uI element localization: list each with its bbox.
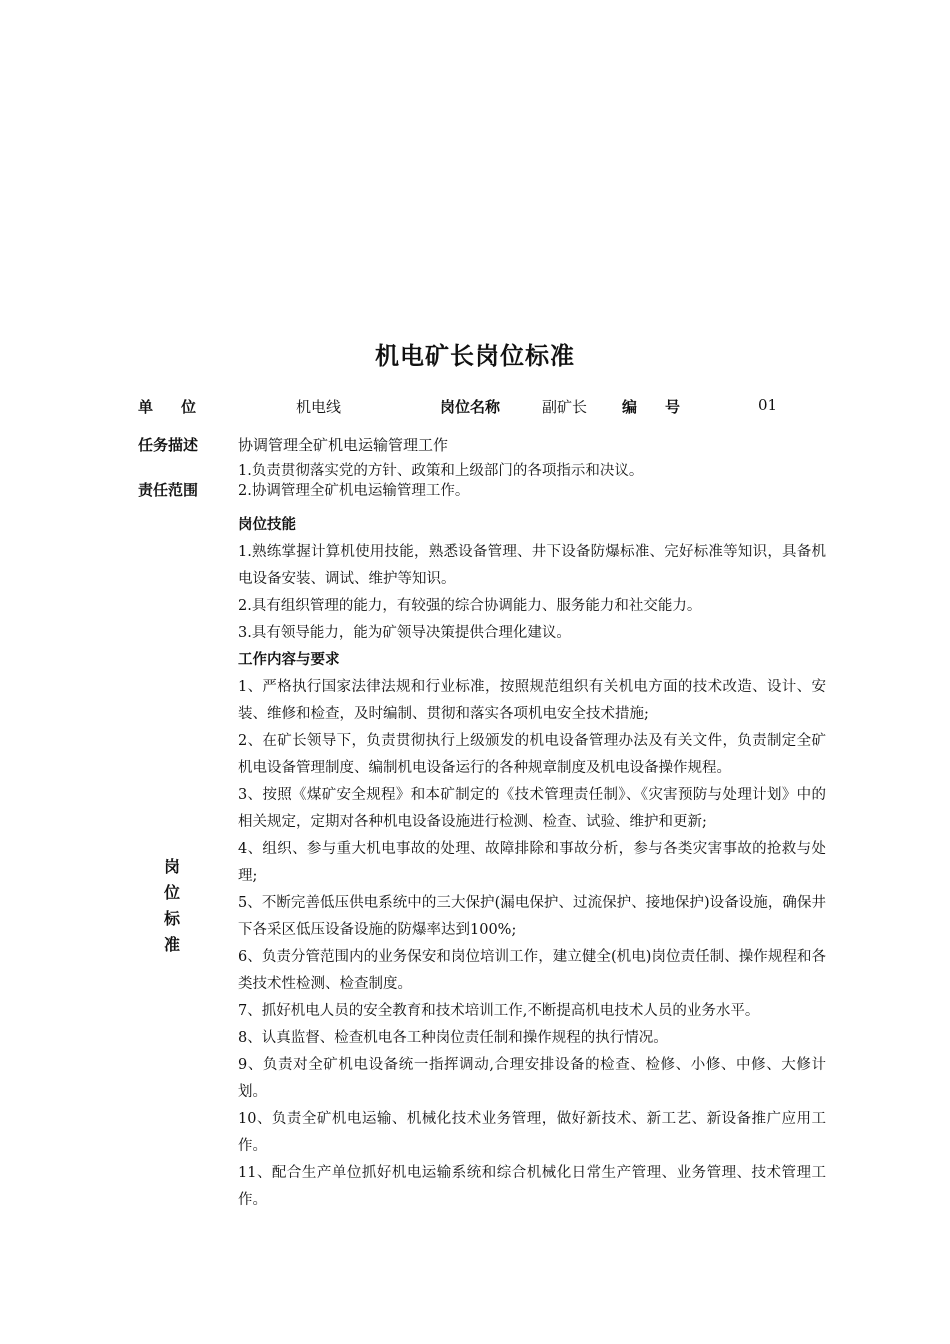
post-standard-label-char: 标 (163, 909, 180, 928)
work-item: 1、严格执行国家法律法规和行业标准，按照规范组织有关机电方面的技术改造、设计、安装、维修和检查，及时编制、贯彻和落实各项机电安全技术措施; (238, 679, 826, 722)
work-item: 5、不断完善低压供电系统中的三大保护(漏电保护、过流保护、接地保护)设备设施，确保井下各采区低压设备设施的防爆率达到100%; (238, 895, 826, 938)
page-title: 机电矿长岗位标准 (375, 342, 575, 370)
work-heading: 工作内容与要求 (238, 652, 340, 668)
skill-item: 1.熟练掌握计算机使用技能，熟悉设备管理、井下设备防爆标准、完好标准等知识，具备机电设备安装、调试、维护等知识。 (238, 544, 826, 587)
post-standard-label (162, 854, 182, 958)
work-item: 10、负责全矿机电运输、机械化技术业务管理，做好新技术、新工艺、新设备推广应用工作。 (238, 1111, 826, 1154)
responsibility-list (238, 461, 643, 501)
number-label: 编号 (622, 398, 709, 416)
post-name-value: 副矿长 (542, 398, 588, 416)
task-value: 协调管理全矿机电运输管理工作 (238, 436, 449, 454)
responsibility-item: 1.负责贯彻落实党的方针、政策和上级部门的各项指示和决议。 (238, 463, 644, 479)
work-item: 11、配合生产单位抓好机电运输系统和综合机械化日常生产管理、业务管理、技术管理工作。 (238, 1165, 826, 1208)
unit-label: 单位 (138, 398, 225, 416)
skill-item: 2.具有组织管理的能力，有较强的综合协调能力、服务能力和社交能力。 (238, 598, 702, 614)
post-name-label: 岗位名称 (440, 398, 501, 416)
work-item: 3、按照《煤矿安全规程》和本矿制定的《技术管理责任制》、《灾害预防与处理计划》中的相关规定，定期对各种机电设备设施进行检测、检查、试验、维护和更新; (238, 787, 826, 830)
skills-heading: 岗位技能 (238, 517, 296, 533)
post-standard-content (238, 512, 826, 1214)
post-standard-label-char: 岗 (163, 857, 180, 876)
number-value: 01 (758, 396, 778, 414)
task-label: 任务描述 (138, 436, 199, 454)
unit-value: 机电线 (296, 398, 342, 416)
work-item: 2、在矿长领导下，负责贯彻执行上级颁发的机电设备管理办法及有关文件，负责制定全矿机电设备管理制度、编制机电设备运行的各种规章制度及机电设备操作规程。 (238, 733, 826, 776)
responsibility-label: 责任范围 (138, 481, 199, 499)
work-item: 9、负责对全矿机电设备统一指挥调动,合理安排设备的检查、检修、小修、中修、大修计划。 (238, 1057, 826, 1100)
work-item: 7、抓好机电人员的安全教育和技术培训工作,不断提高机电技术人员的业务水平。 (238, 1003, 760, 1019)
work-item: 8、认真监督、检查机电各工种岗位责任制和操作规程的执行情况。 (238, 1030, 668, 1046)
skill-item: 3.具有领导能力，能为矿领导决策提供合理化建议。 (238, 625, 571, 641)
responsibility-item: 2.协调管理全矿机电运输管理工作。 (238, 483, 470, 499)
post-standard-label-char: 准 (163, 935, 180, 954)
work-item: 6、负责分管范围内的业务保安和岗位培训工作，建立健全(机电)岗位责任制、操作规程和各类技术性检测、检查制度。 (238, 949, 826, 992)
post-standard-label-char: 位 (163, 883, 180, 902)
work-item: 4、组织、参与重大机电事故的处理、故障排除和事故分析，参与各类灾害事故的抢救与处理; (238, 841, 826, 884)
